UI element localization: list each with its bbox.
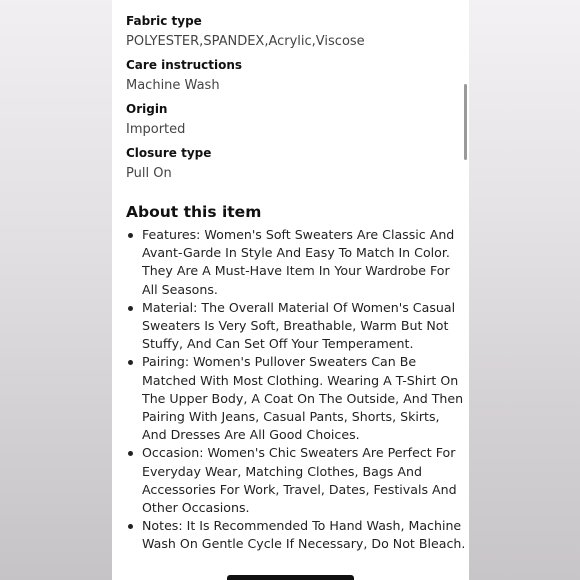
about-heading: About this item xyxy=(126,203,262,221)
about-bullet-list xyxy=(126,226,466,554)
bullet-dot-icon xyxy=(128,360,133,365)
scrollbar-thumb[interactable] xyxy=(464,84,467,160)
background-right xyxy=(469,0,580,580)
detail-label: Origin xyxy=(126,102,168,116)
home-indicator[interactable] xyxy=(227,575,354,580)
bullet-text: Pairing: Women's Pullover Sweaters Can Be Matched With Most Clothing. Wearing A T-Shirt On The Upper Body, A Coat On The Outside, And Then Pairing With Jeans, Casual Pants, Shorts, Skirts, And Dresses Are All Good Choices. xyxy=(142,354,464,443)
bullet-dot-icon xyxy=(128,233,133,238)
bullet-dot-icon xyxy=(128,451,133,456)
bullet-item-features xyxy=(126,226,466,299)
detail-value: Machine Wash xyxy=(126,78,220,93)
detail-care-instructions xyxy=(126,57,456,95)
detail-value: POLYESTER,SPANDEX,Acrylic,Viscose xyxy=(126,34,365,49)
bullet-dot-icon xyxy=(128,306,133,311)
bullet-dot-icon xyxy=(128,524,133,529)
bullet-text: Features: Women's Soft Sweaters Are Classic And Avant-Garde In Style And Easy To Match In Color. They Are A Must-Have Item In Your Wardrobe For All Seasons. xyxy=(142,227,455,297)
detail-closure-type xyxy=(126,145,456,183)
detail-value: Pull On xyxy=(126,166,172,181)
bullet-item-pairing xyxy=(126,353,466,444)
bullet-item-occasion xyxy=(126,444,466,517)
detail-label: Closure type xyxy=(126,146,212,160)
bullet-text: Material: The Overall Material Of Women's Casual Sweaters Is Very Soft, Breathable, Warm But Not Stuffy, And Can Set Off Your Temperament. xyxy=(142,299,456,352)
bullet-item-material xyxy=(126,299,466,354)
detail-label: Care instructions xyxy=(126,58,243,72)
product-details-panel[interactable] xyxy=(112,0,469,580)
detail-label: Fabric type xyxy=(126,14,202,28)
bullet-text: Notes: It Is Recommended To Hand Wash, Machine Wash On Gentle Cycle If Necessary, Do Not Bleach. xyxy=(142,518,466,552)
bullet-text: Occasion: Women's Chic Sweaters Are Perfect For Everyday Wear, Matching Clothes, Bags And Accessories For Work, Travel, Dates, Festivals And Other Occasions. xyxy=(142,445,457,516)
detail-origin xyxy=(126,101,456,139)
bullet-item-notes xyxy=(126,517,466,553)
detail-fabric-type xyxy=(126,13,456,51)
detail-value: Imported xyxy=(126,122,186,137)
background-left xyxy=(0,0,112,580)
